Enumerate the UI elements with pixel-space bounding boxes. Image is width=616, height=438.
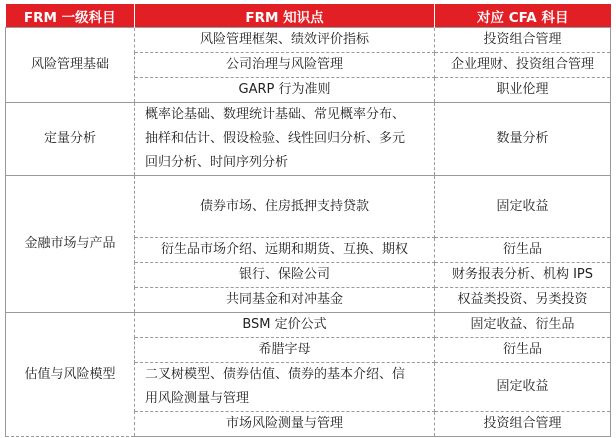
- header-frm-topic: FRM 知识点: [135, 4, 435, 28]
- group-cell: 金融市场与产品: [6, 176, 135, 313]
- topic-cell: [135, 53, 435, 78]
- topic-cell: [135, 363, 435, 412]
- topic-cell: [135, 103, 435, 176]
- group-cell: 定量分析: [6, 103, 135, 176]
- table-row: [6, 103, 611, 176]
- topic-cell: [135, 238, 435, 263]
- topic-line: 用风险测量与管理: [145, 391, 250, 406]
- topic-cell: [135, 338, 435, 363]
- cfa-cell: 权益类投资、另类投资: [435, 288, 611, 313]
- cfa-cell: 衍生品: [435, 338, 611, 363]
- group-cell: 风险管理基础: [6, 28, 135, 103]
- topic-cell: [135, 313, 435, 338]
- topic-line: 共同基金和对冲基金: [225, 292, 343, 307]
- topic-line: BSM 定价公式: [242, 317, 327, 332]
- cfa-cell: 衍生品: [435, 238, 611, 263]
- table-row: [6, 313, 611, 338]
- table-row: [6, 176, 611, 238]
- topic-line: 希腊字母: [258, 342, 311, 357]
- cfa-cell: 数量分析: [435, 103, 611, 176]
- cfa-cell: 财务报表分析、机构 IPS: [435, 263, 611, 288]
- group-cell: 估值与风险模型: [6, 313, 135, 437]
- cfa-cell: 投资组合管理: [435, 28, 611, 53]
- topic-line: 银行、保险公司: [238, 267, 330, 282]
- topic-line: 回归分析、时间序列分析: [145, 155, 289, 170]
- topic-line: 风险管理框架、绩效评价指标: [199, 32, 369, 47]
- topic-line: 衍生品市场介绍、远期和期货、互换、期权: [160, 242, 408, 257]
- cfa-cell: 固定收益、衍生品: [435, 313, 611, 338]
- topic-line: 公司治理与风险管理: [225, 57, 343, 72]
- table-row: [6, 28, 611, 53]
- header-frm-level1: FRM 一级科目: [6, 4, 135, 28]
- cfa-cell: 固定收益: [435, 176, 611, 238]
- topic-cell: [135, 263, 435, 288]
- topic-cell: [135, 412, 435, 437]
- topic-line: GARP 行为准则: [238, 82, 331, 97]
- header-row: [6, 4, 611, 28]
- topic-line: 抽样和估计、假设检验、线性回归分析、多元: [145, 131, 406, 146]
- topic-line: 债券市场、住房抵押支持贷款: [199, 198, 369, 214]
- cfa-cell: 固定收益: [435, 363, 611, 412]
- frm-cfa-mapping-table: [5, 4, 611, 437]
- topic-cell: [135, 176, 435, 238]
- cfa-cell: 职业伦理: [435, 78, 611, 103]
- cfa-cell: 企业理财、投资组合管理: [435, 53, 611, 78]
- cfa-cell: 投资组合管理: [435, 412, 611, 437]
- topic-line: 概率论基础、数理统计基础、常见概率分布、: [145, 107, 406, 122]
- header-cfa-subject: 对应 CFA 科目: [435, 4, 611, 28]
- topic-cell: [135, 288, 435, 313]
- topic-cell: [135, 28, 435, 53]
- topic-line: 二叉树模型、债券估值、债券的基本介绍、信: [145, 367, 406, 382]
- topic-line: 市场风险测量与管理: [225, 416, 343, 431]
- topic-cell: [135, 78, 435, 103]
